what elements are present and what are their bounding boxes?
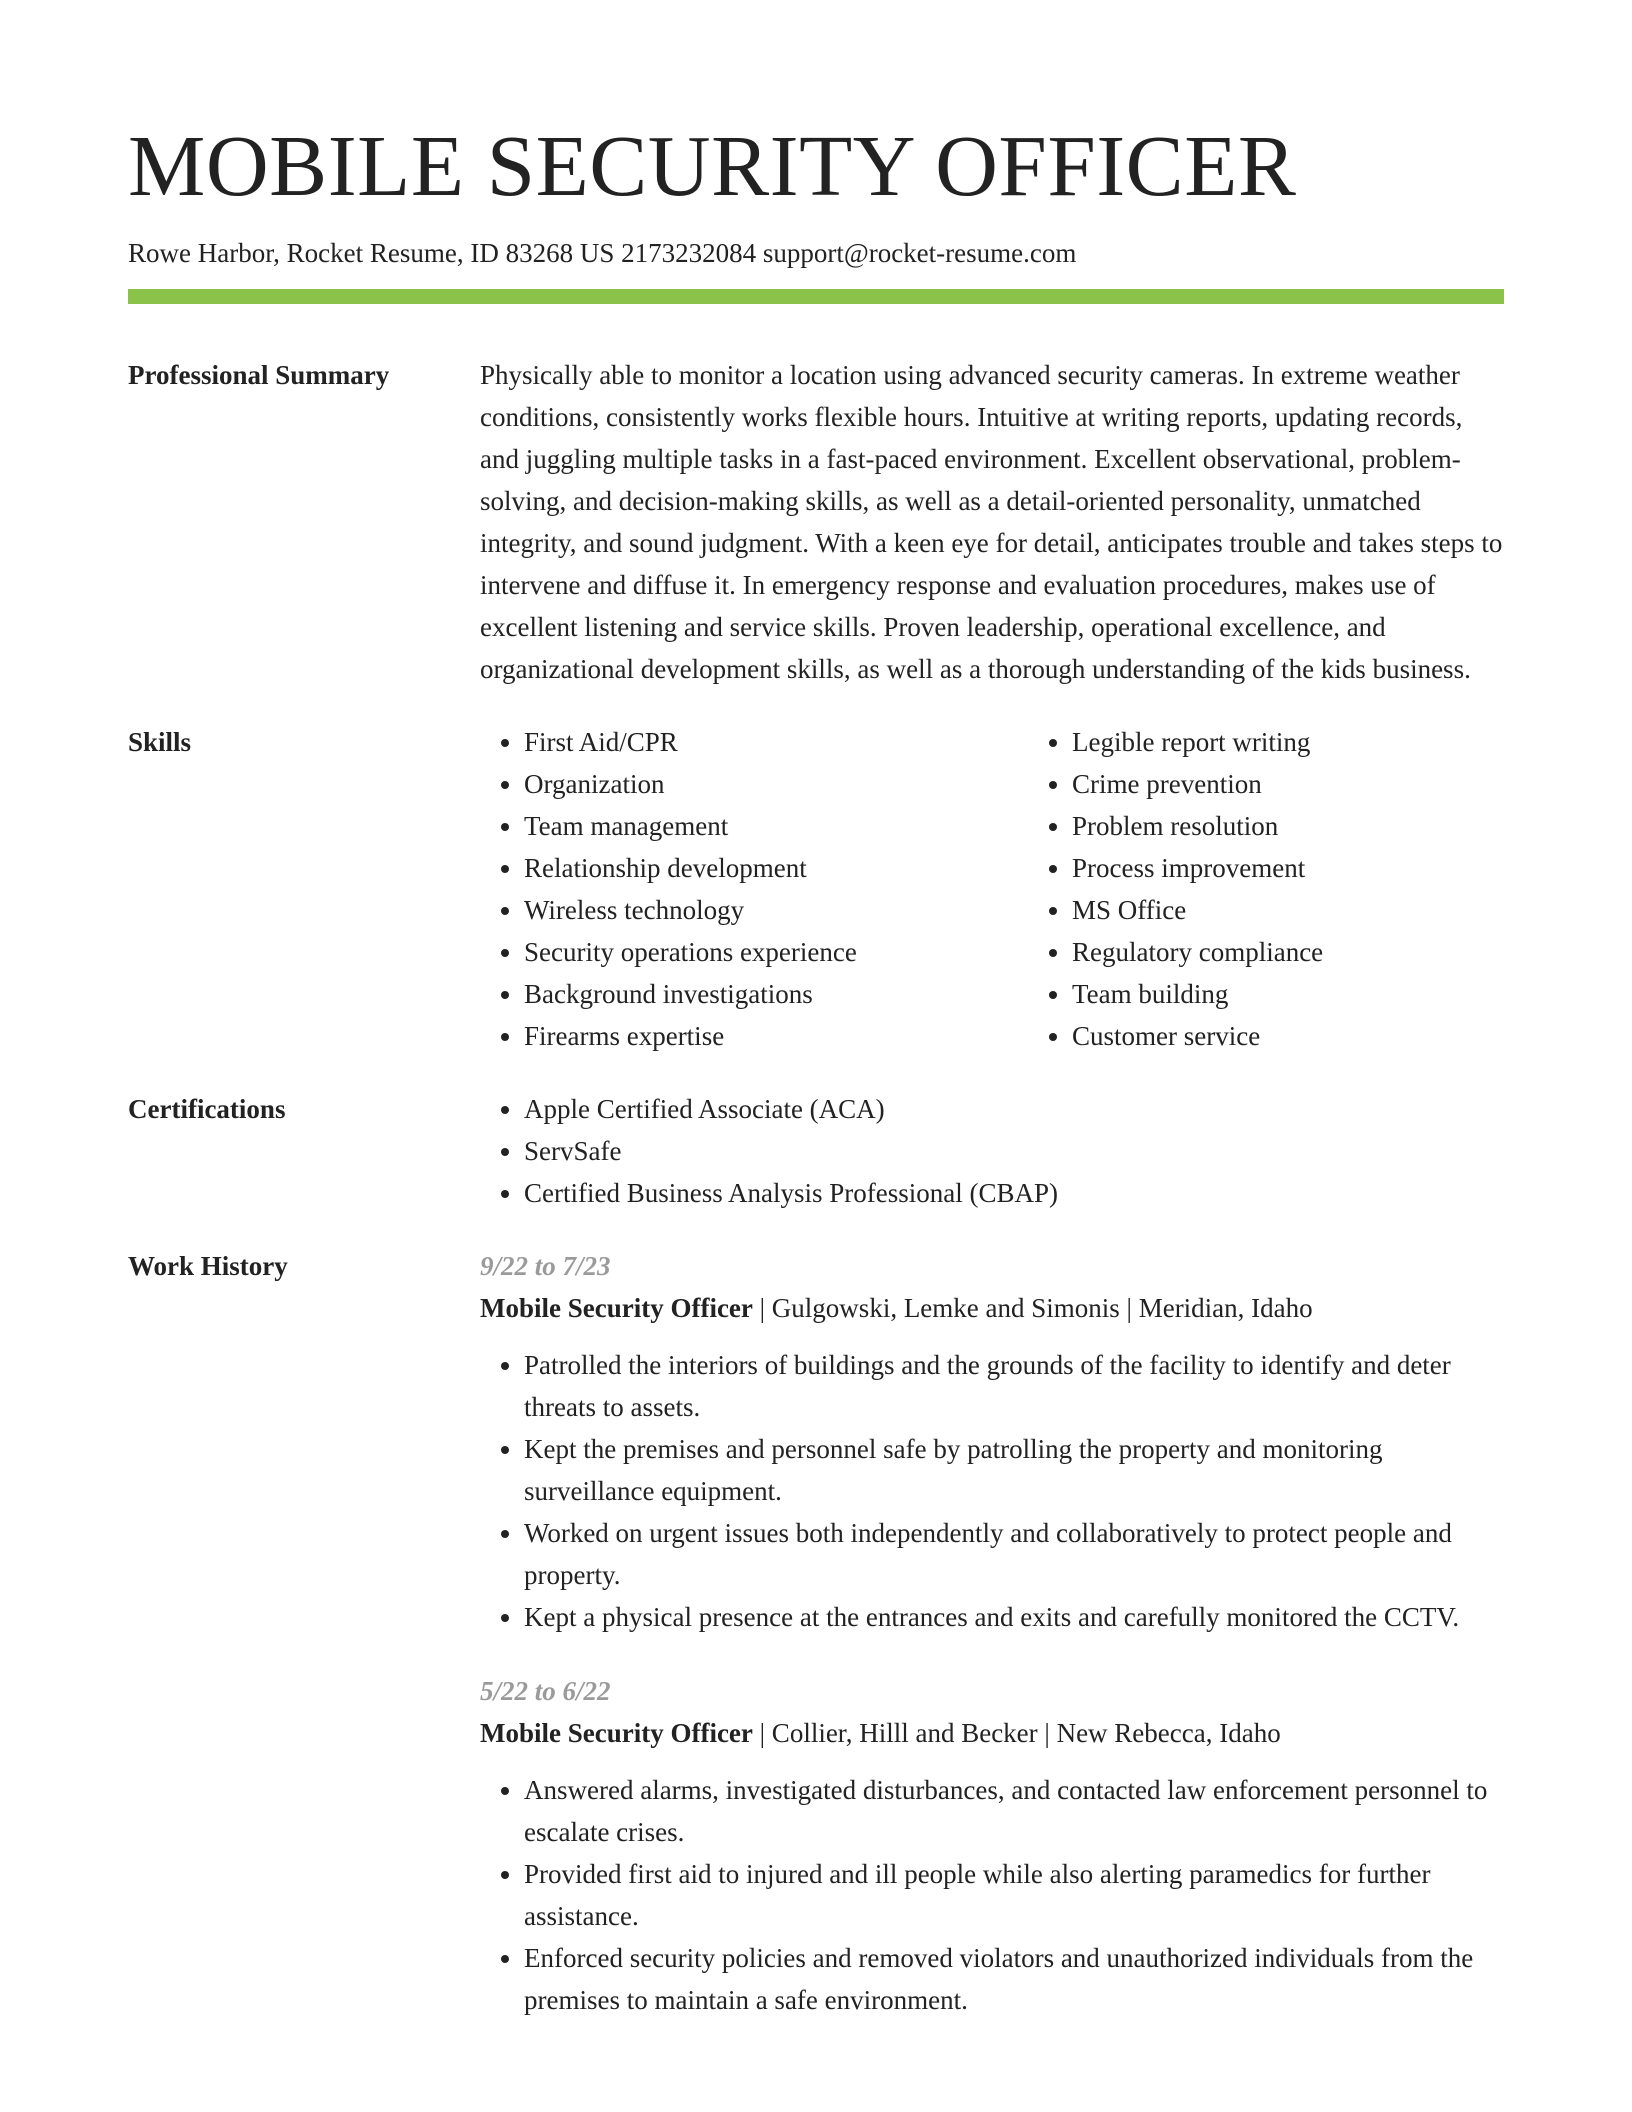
certifications-list	[480, 1088, 1504, 1214]
summary-body	[480, 354, 1504, 690]
job-bullet: • Enforced security policies and removed violators and unauthorized individuals from the premises to maintain a safe environment.	[524, 1937, 1504, 2021]
job-employer-location: | Gulgowski, Lemke and Simonis | Meridian, Idaho	[752, 1292, 1313, 1323]
skill-item: • Team management	[524, 805, 1028, 847]
section-label-work-history: Work History	[128, 1250, 288, 1281]
job-dates: 5/22 to 6/22	[480, 1675, 611, 1706]
skill-item: • Security operations experience	[524, 931, 1028, 973]
skill-item: • Wireless technology	[524, 889, 1028, 931]
job-bullet: • Kept a physical presence at the entrances and exits and carefully monitored the CCTV.	[524, 1596, 1504, 1638]
work-history-section	[128, 1245, 1504, 2021]
summary-text: Physically able to monitor a location using advanced security cameras. In extreme weather conditions, consistently works flexible hours. Intuitive at writing reports, updating records, and juggling multiple tasks in a fast-paced environment. Excellent observational, problem-solving, and decision-making skills, as well as a detail-oriented personality, unmatched integrity, and sound judgment. With a keen eye for detail, anticipates trouble and takes steps to intervene and diffuse it. In emergency response and evaluation procedures, makes use of excellent listening and service skills. Proven leadership, operational excellence, and organizational development skills, as well as a thorough understanding of the kids business.	[480, 359, 1503, 684]
skill-item: • MS Office	[1072, 889, 1576, 931]
section-label-certifications: Certifications	[128, 1093, 286, 1124]
work-history-body	[480, 1245, 1504, 2021]
skills-section	[128, 721, 1504, 1057]
skills-list-left	[480, 721, 1028, 1057]
contact-line: Rowe Harbor, Rocket Resume, ID 83268 US 2173232084 support@rocket-resume.com	[128, 237, 1077, 268]
job-bullet: • Answered alarms, investigated disturbances, and contacted law enforcement personnel to escalate crises.	[524, 1769, 1504, 1853]
certification-item: • Certified Business Analysis Professional (CBAP)	[524, 1172, 1504, 1214]
skill-item: • First Aid/CPR	[524, 721, 1028, 763]
skills-columns	[480, 721, 1576, 1057]
skill-item: • Process improvement	[1072, 847, 1576, 889]
summary-section	[128, 354, 1504, 690]
skill-item: • Crime prevention	[1072, 763, 1576, 805]
job-title: Mobile Security Officer	[480, 1717, 753, 1748]
certifications-body	[480, 1088, 1504, 1214]
job-dates: 9/22 to 7/23	[480, 1250, 611, 1281]
job-bullet: • Kept the premises and personnel safe by patrolling the property and monitoring surveillance equipment.	[524, 1428, 1504, 1512]
resume-title: MOBILE SECURITY OFFICER	[128, 117, 1297, 214]
skill-item: • Regulatory compliance	[1072, 931, 1576, 973]
skills-list-right	[1028, 721, 1576, 1057]
resume-page	[128, 118, 1504, 2021]
job-entry	[480, 1245, 1504, 1638]
skill-item: • Organization	[524, 763, 1028, 805]
certification-item: • Apple Certified Associate (ACA)	[524, 1088, 1504, 1130]
job-bullets	[480, 1769, 1504, 2021]
skill-item: • Firearms expertise	[524, 1015, 1028, 1057]
section-label-skills: Skills	[128, 726, 192, 757]
skill-item: • Legible report writing	[1072, 721, 1576, 763]
job-title: Mobile Security Officer	[480, 1292, 753, 1323]
skill-item: • Problem resolution	[1072, 805, 1576, 847]
job-bullet: • Patrolled the interiors of buildings and the grounds of the facility to identify and deter threats to assets.	[524, 1344, 1504, 1428]
skill-item: • Background investigations	[524, 973, 1028, 1015]
certifications-section	[128, 1088, 1504, 1214]
job-bullets	[480, 1344, 1504, 1638]
skill-item: • Customer service	[1072, 1015, 1576, 1057]
section-label-summary: Professional Summary	[128, 359, 390, 390]
job-bullet: • Worked on urgent issues both independently and collaboratively to protect people and property.	[524, 1512, 1504, 1596]
accent-divider	[128, 289, 1504, 304]
job-entry	[480, 1670, 1504, 2021]
job-bullet: • Provided first aid to injured and ill people while also alerting paramedics for further assistance.	[524, 1853, 1504, 1937]
skill-item: • Relationship development	[524, 847, 1028, 889]
job-heading	[480, 1712, 1504, 1754]
certification-item: • ServSafe	[524, 1130, 1504, 1172]
skill-item: • Team building	[1072, 973, 1576, 1015]
job-heading	[480, 1287, 1504, 1329]
job-employer-location: | Collier, Hilll and Becker | New Rebecca, Idaho	[752, 1717, 1281, 1748]
